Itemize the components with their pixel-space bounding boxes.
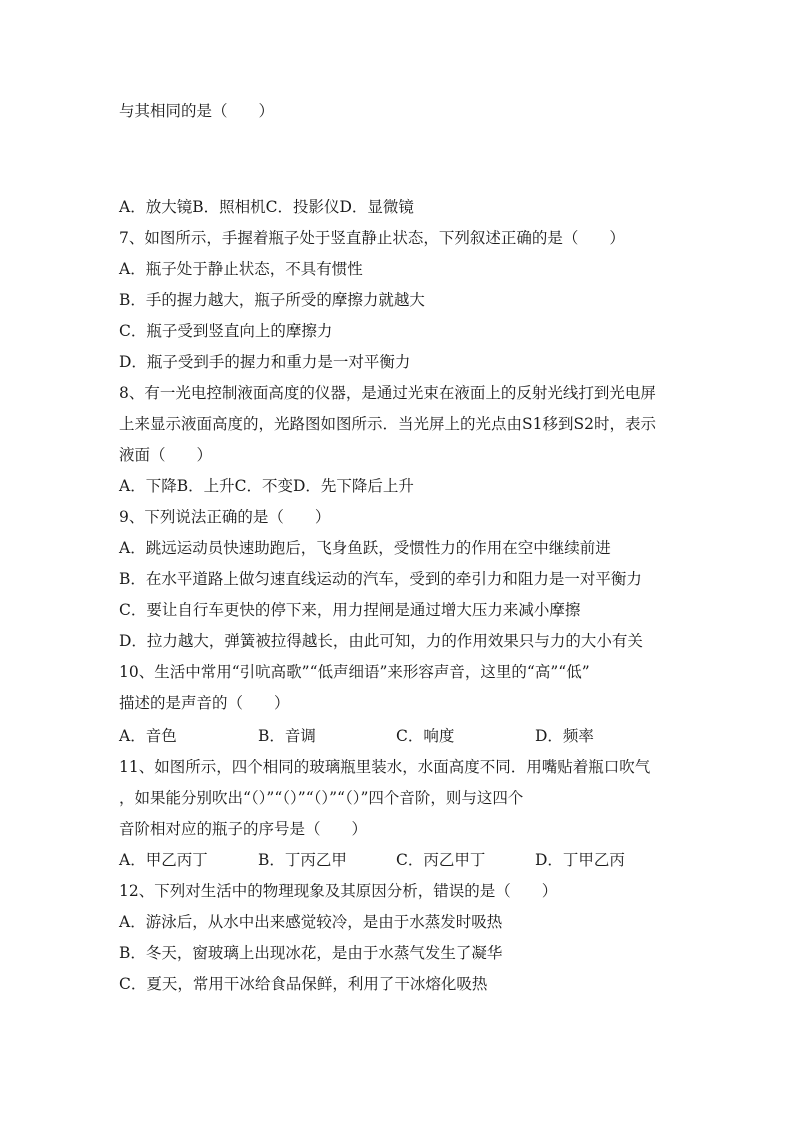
question-7-option-a: A．瓶子处于静止状态，不具有惯性 [119, 260, 363, 278]
question-10-stem-line-1: 10、生活中常用“引吭高歌”“低声细语”来形容声音，这里的“高”“低” [119, 663, 590, 681]
question-10-option-c: C．响度 [396, 727, 455, 745]
question-10-option-a: A．音色 [119, 727, 177, 745]
question-8-options: A．下降B．上升C．不变D．先下降后上升 [119, 477, 414, 495]
question-9-option-b: B．在水平道路上做匀速直线运动的汽车，受到的牵引力和阻力是一对平衡力 [119, 570, 642, 588]
question-7-stem: 7、如图所示，手握着瓶子处于竖直静止状态，下列叙述正确的是（ ） [119, 229, 625, 247]
question-11-option-b: B．丁丙乙甲 [258, 851, 347, 869]
question-11-stem-line-1: 11、如图所示，四个相同的玻璃瓶里装水，水面高度不同．用嘴贴着瓶口吹气 [119, 758, 651, 776]
question-7-option-d: D．瓶子受到手的握力和重力是一对平衡力 [119, 353, 411, 371]
question-7-option-b: B．手的握力越大，瓶子所受的摩擦力就越大 [119, 291, 425, 309]
question-8-stem-line-3: 液面（ ） [119, 446, 213, 464]
question-9-option-d: D．拉力越大，弹簧被拉得越长，由此可知，力的作用效果只与力的大小有关 [119, 632, 643, 650]
question-9-stem: 9、下列说法正确的是（ ） [119, 508, 331, 526]
question-6-options: A．放大镜B．照相机C．投影仪D．显微镜 [119, 198, 414, 216]
question-12-option-a: A．游泳后，从水中出来感觉较冷，是由于水蒸发时吸热 [119, 913, 503, 931]
question-9-option-a: A．跳远运动员快速助跑后，飞身鱼跃，受惯性力的作用在空中继续前进 [119, 539, 611, 557]
question-11-stem-line-3: 音阶相对应的瓶子的序号是（ ） [119, 820, 368, 838]
question-12-option-c: C．夏天，常用干冰给食品保鲜，利用了干冰熔化吸热 [119, 975, 488, 993]
question-10-option-b: B．音调 [258, 727, 316, 745]
question-11-option-a: A．甲乙丙丁 [119, 851, 208, 869]
question-11-option-c: C．丙乙甲丁 [396, 851, 486, 869]
question-7-option-c: C．瓶子受到竖直向上的摩擦力 [119, 322, 333, 340]
question-12-stem: 12、下列对生活中的物理现象及其原因分析，错误的是（ ） [119, 882, 558, 900]
question-6-stem-tail: 与其相同的是（ ） [119, 102, 275, 120]
question-11-option-d: D．丁甲乙丙 [535, 851, 625, 869]
question-10-stem-line-2: 描述的是声音的（ ） [119, 694, 290, 712]
question-12-option-b: B．冬天，窗玻璃上出现冰花，是由于水蒸气发生了凝华 [119, 944, 503, 962]
question-11-stem-line-2: ，如果能分别吹出“（）”“（）”“（）”“（）”四个音阶，则与这四个 [119, 789, 524, 807]
question-8-stem-line-1: 8、有一光电控制液面高度的仪器，是通过光束在液面上的反射光线打到光电屏 [119, 384, 656, 402]
question-8-stem-line-2: 上来显示液面高度的，光路图如图所示．当光屏上的光点由S1移到S2时，表示 [119, 415, 656, 433]
question-10-option-d: D．频率 [535, 727, 594, 745]
question-9-option-c: C．要让自行车更快的停下来，用力捏闸是通过增大压力来减小摩擦 [119, 601, 581, 619]
